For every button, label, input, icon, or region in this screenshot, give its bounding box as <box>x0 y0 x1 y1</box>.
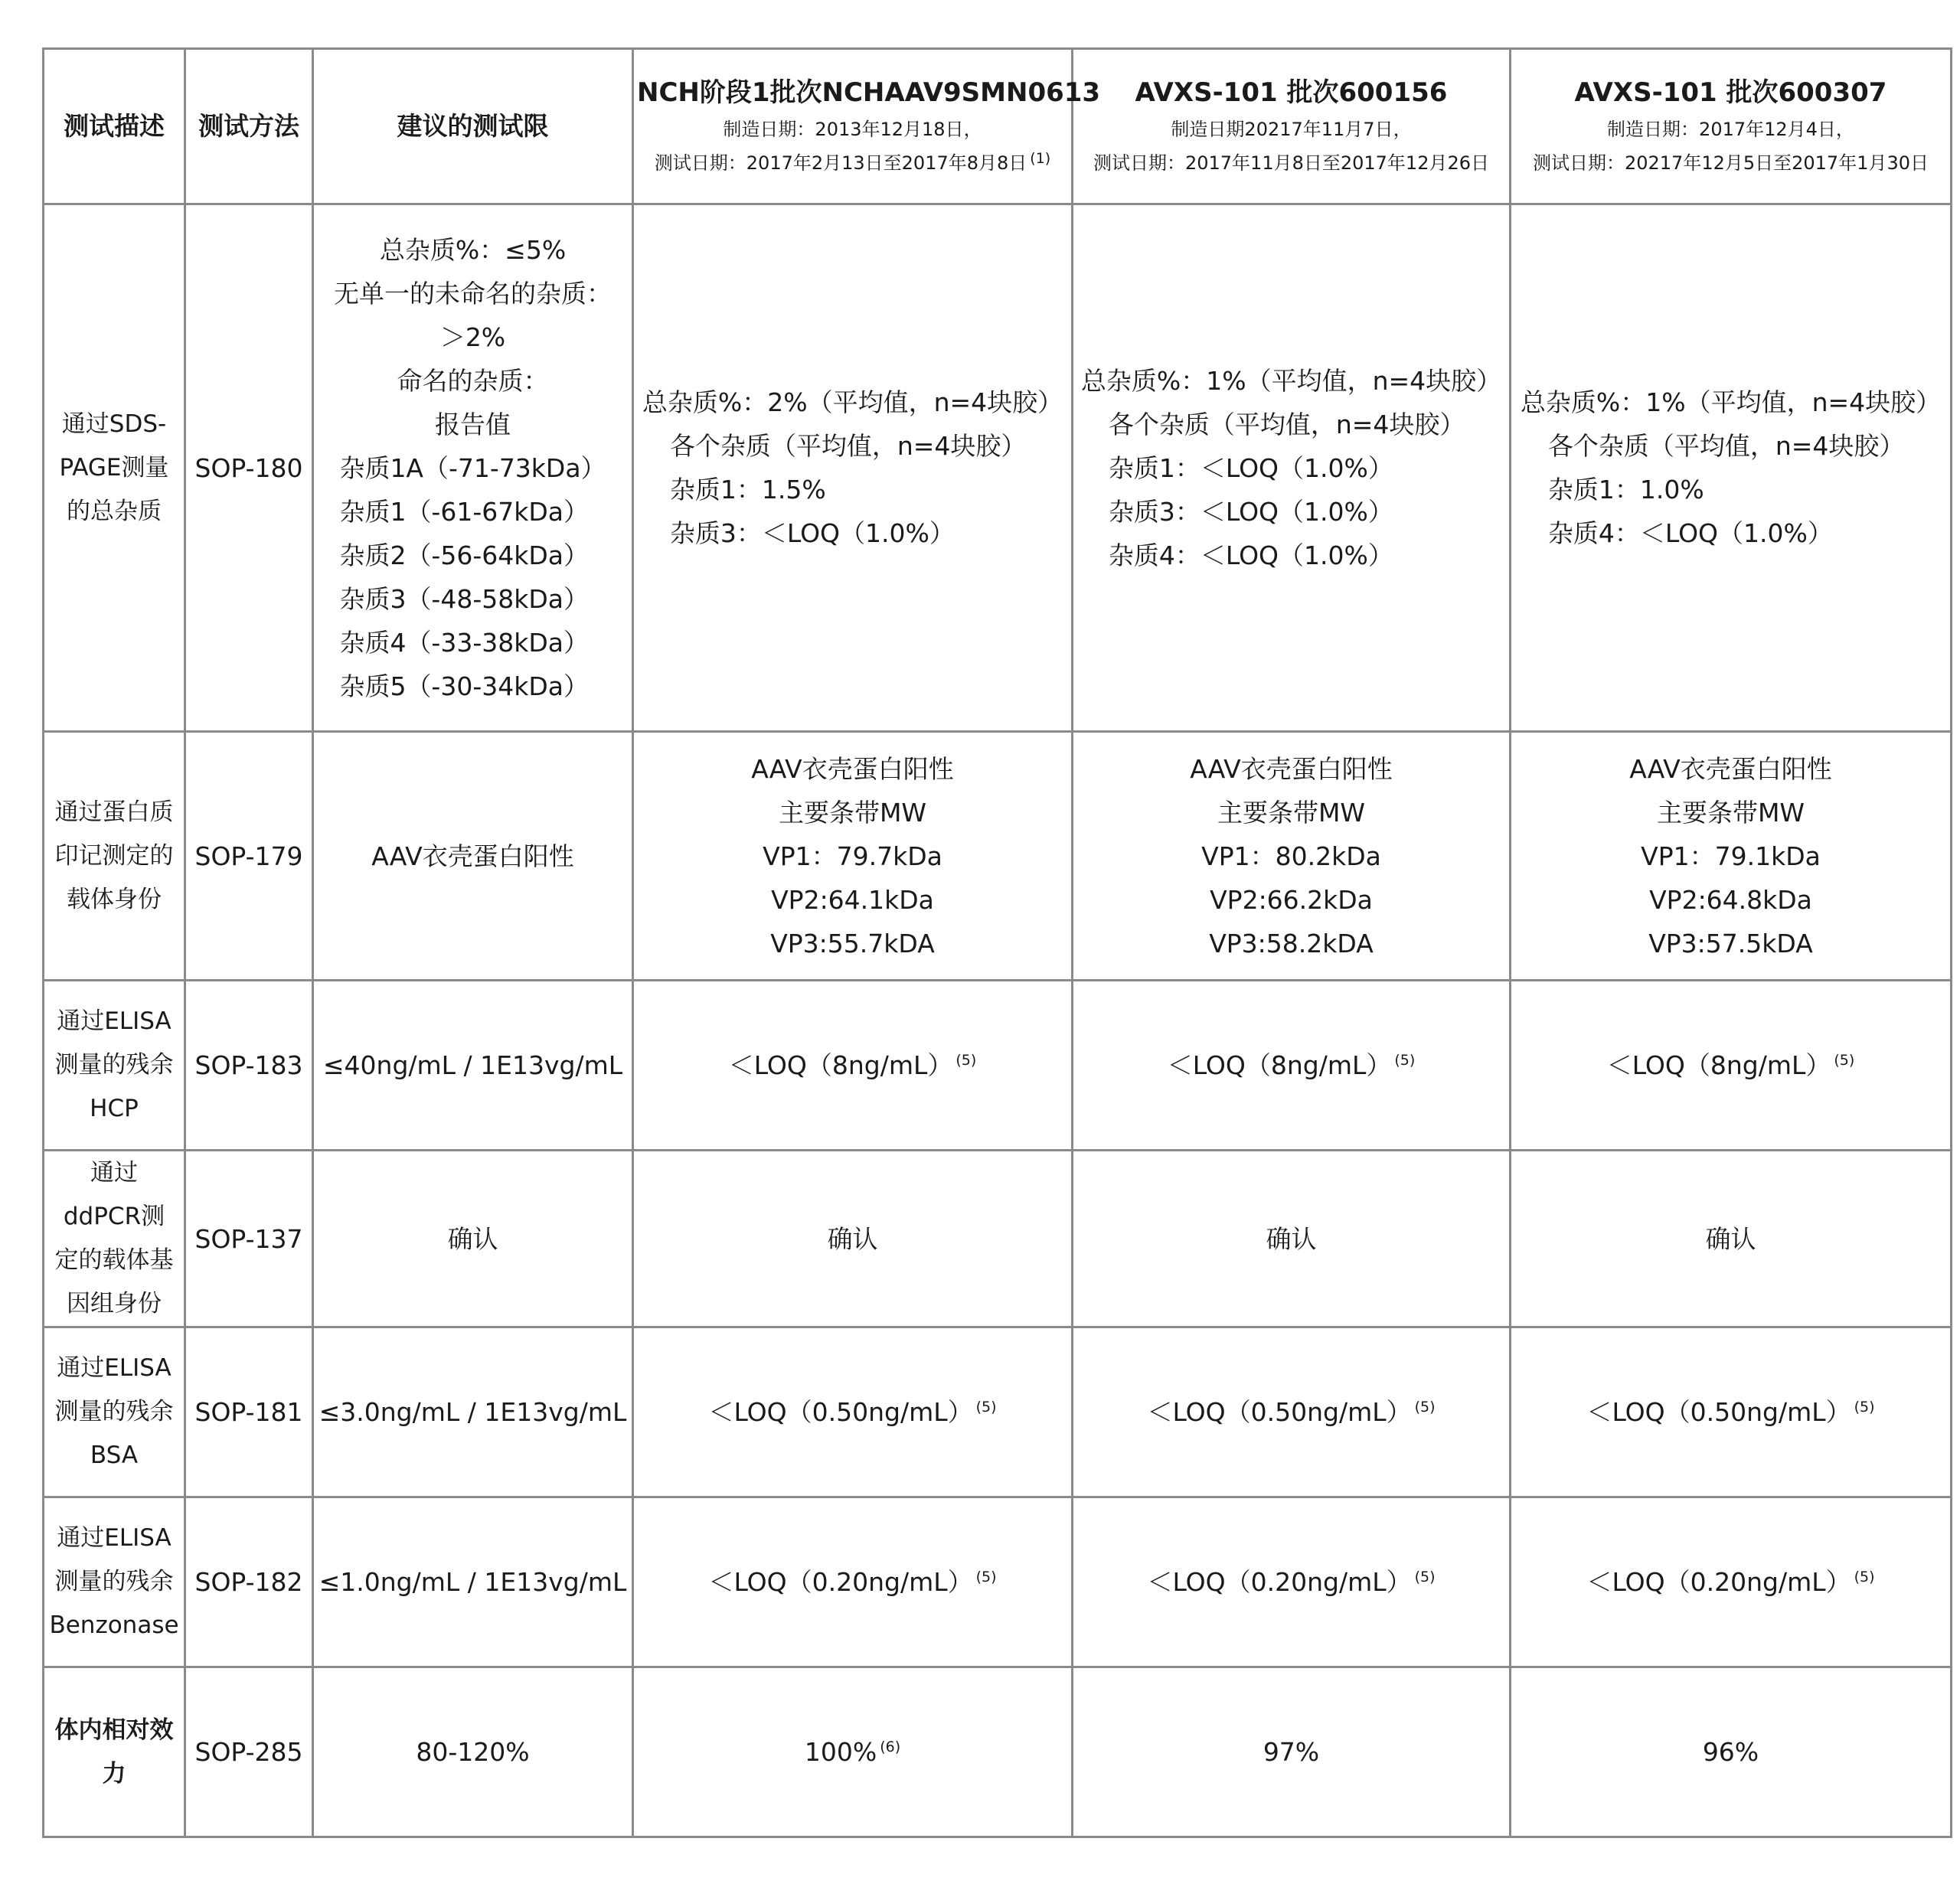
lot-3-result: 确认 <box>1511 1151 1952 1327</box>
table-row-benzonase <box>44 1497 1952 1667</box>
test-description: 通过ELISA 测量的残余 BSA <box>44 1327 185 1497</box>
test-limit: 总杂质%：≤5% 无单一的未命名的杂质： ＞2% 命名的杂质： 报告值 杂质1A（-71-73kDa） 杂质1（-61-67kDa） 杂质2（-56-64kDa） 杂质3（-48-58kDa） 杂质4（-33-38kDa） 杂质5（-30-34kDa） <box>313 204 633 732</box>
lot-2-result: ＜LOQ（0.20ng/mL） $^{(5)}$ <box>1073 1497 1511 1667</box>
test-method: SOP-180 <box>185 204 313 732</box>
lot-2-result: 97% <box>1073 1667 1511 1837</box>
lot-3-result: 96% <box>1511 1667 1952 1837</box>
test-method: SOP-285 <box>185 1667 313 1837</box>
footnote-ref: (5) <box>975 1569 997 1585</box>
test-description: 体内相对效 力 <box>44 1667 185 1837</box>
lot-2-mfg-date: 制造日期20217年11月7日， <box>1171 119 1412 140</box>
lot-1-test-date-line <box>637 146 1068 180</box>
lot-3-result: ＜LOQ（0.50ng/mL） $^{(5)}$ <box>1511 1327 1952 1497</box>
test-description: 通过蛋白质 印记测定的 载体身份 <box>44 732 185 981</box>
lot-1-result: ＜LOQ（0.50ng/mL） $^{(5)}$ <box>633 1327 1073 1497</box>
test-description: 通过ELISA 测量的残余 Benzonase <box>44 1497 185 1667</box>
footnote-ref: (5) <box>956 1052 977 1069</box>
footnote-ref: (1) <box>1030 150 1051 167</box>
table-row-potency <box>44 1667 1952 1837</box>
lot-1-result: AAV衣壳蛋白阳性 主要条带MW VP1：79.7kDa VP2:64.1kDa VP3:55.7kDA <box>633 732 1073 981</box>
test-limit: ≤3.0ng/mL / 1E13vg/mL <box>313 1327 633 1497</box>
lot-2-result: 确认 <box>1073 1151 1511 1327</box>
table-row-western-blot <box>44 732 1952 981</box>
lot-1-title: NCH阶段1批次NCHAAV9SMN0613 <box>637 77 1101 108</box>
test-method: SOP-179 <box>185 732 313 981</box>
header-lot-3 <box>1511 49 1952 204</box>
footnote-ref: (5) <box>1854 1569 1875 1585</box>
footnote-ref: (5) <box>1414 1399 1436 1415</box>
test-method: SOP-181 <box>185 1327 313 1497</box>
header-lot-1 <box>633 49 1101 204</box>
test-limit: 80-120% <box>313 1667 633 1837</box>
header-proposed-limits: 建议的测试限 <box>313 49 633 204</box>
lot-1-result: 100% $^{(6)}$ <box>633 1667 1073 1837</box>
footnote-ref: (5) <box>1414 1569 1436 1585</box>
lot-3-result: ＜LOQ（8ng/mL） $^{(5)}$ <box>1511 981 1952 1151</box>
test-limit: ≤40ng/mL / 1E13vg/mL <box>313 981 633 1151</box>
impurity-list: 杂质1A（-71-73kDa） 杂质1（-61-67kDa） 杂质2（-56-64kDa） 杂质3（-48-58kDa） 杂质4（-33-38kDa） 杂质5（-30-34kDa） <box>339 452 606 701</box>
lot-1-result: ＜LOQ（0.20ng/mL） $^{(5)}$ <box>633 1497 1073 1667</box>
test-limit: 确认 <box>313 1151 633 1327</box>
test-limit: AAV衣壳蛋白阳性 <box>313 732 633 981</box>
lot-2-test-date: 测试日期：2017年11月8日至2017年12月26日 <box>1093 152 1490 174</box>
footnote-ref: (5) <box>1394 1052 1416 1069</box>
lot-1-result: ＜LOQ（8ng/mL） $^{(5)}$ <box>633 981 1073 1151</box>
specification-table <box>42 47 1952 1838</box>
footnote-ref: (5) <box>1854 1399 1875 1415</box>
lot-1-result: 确认 <box>633 1151 1073 1327</box>
footnote-ref: (6) <box>880 1739 901 1755</box>
table-row-bsa <box>44 1327 1952 1497</box>
lot-3-result: AAV衣壳蛋白阳性 主要条带MW VP1：79.1kDa VP2:64.8kDa VP3:57.5kDA <box>1511 732 1952 981</box>
lot-1-result: 总杂质%：2%（平均值，n=4块胶） 各个杂质（平均值，n=4块胶） 杂质1：1.5% 杂质3：＜LOQ（1.0%） <box>633 204 1073 732</box>
lot-3-test-date: 测试日期：20217年12月5日至2017年1月30日 <box>1532 152 1929 174</box>
footnote-ref: (5) <box>975 1399 997 1415</box>
header-test-method: 测试方法 <box>185 49 313 204</box>
test-limit: ≤1.0ng/mL / 1E13vg/mL <box>313 1497 633 1667</box>
lot-2-result: 总杂质%：1%（平均值，n=4块胶） 各个杂质（平均值，n=4块胶） 杂质1：＜LOQ（1.0%） 杂质3：＜LOQ（1.0%） 杂质4：＜LOQ（1.0%） <box>1073 204 1511 732</box>
lot-1-test-date: 测试日期：2017年2月13日至2017年8月8日 <box>654 152 1027 174</box>
lot-3-title: AVXS-101 批次600307 <box>1574 77 1887 108</box>
footnote-ref: (5) <box>1834 1052 1855 1069</box>
test-method: SOP-182 <box>185 1497 313 1667</box>
lot-3-result: ＜LOQ（0.20ng/mL） $^{(5)}$ <box>1511 1497 1952 1667</box>
test-description: 通过 ddPCR测 定的载体基 因组身份 <box>44 1151 185 1327</box>
lot-3-mfg-date: 制造日期：2017年12月4日， <box>1607 119 1854 140</box>
table-row-hcp <box>44 981 1952 1151</box>
test-description: 通过SDS- PAGE测量 的总杂质 <box>44 204 185 732</box>
table-row-ddpcr <box>44 1151 1952 1327</box>
header-test-description: 测试描述 <box>44 49 185 204</box>
test-method: SOP-137 <box>185 1151 313 1327</box>
lot-1-mfg-date: 制造日期：2013年12月18日， <box>723 119 982 140</box>
lot-2-result: ＜LOQ（8ng/mL） $^{(5)}$ <box>1073 981 1511 1151</box>
header-row <box>44 49 1952 204</box>
lot-2-result: ＜LOQ（0.50ng/mL） $^{(5)}$ <box>1073 1327 1511 1497</box>
lot-3-result: 总杂质%：1%（平均值，n=4块胶） 各个杂质（平均值，n=4块胶） 杂质1：1.0% 杂质4：＜LOQ（1.0%） <box>1511 204 1952 732</box>
lot-2-result: AAV衣壳蛋白阳性 主要条带MW VP1：80.2kDa VP2:66.2kDa VP3:58.2kDA <box>1073 732 1511 981</box>
test-description: 通过ELISA 测量的残余 HCP <box>44 981 185 1151</box>
header-lot-2 <box>1073 49 1511 204</box>
lot-2-title: AVXS-101 批次600156 <box>1135 77 1448 108</box>
test-method: SOP-183 <box>185 981 313 1151</box>
table-row-sds-page <box>44 204 1952 732</box>
